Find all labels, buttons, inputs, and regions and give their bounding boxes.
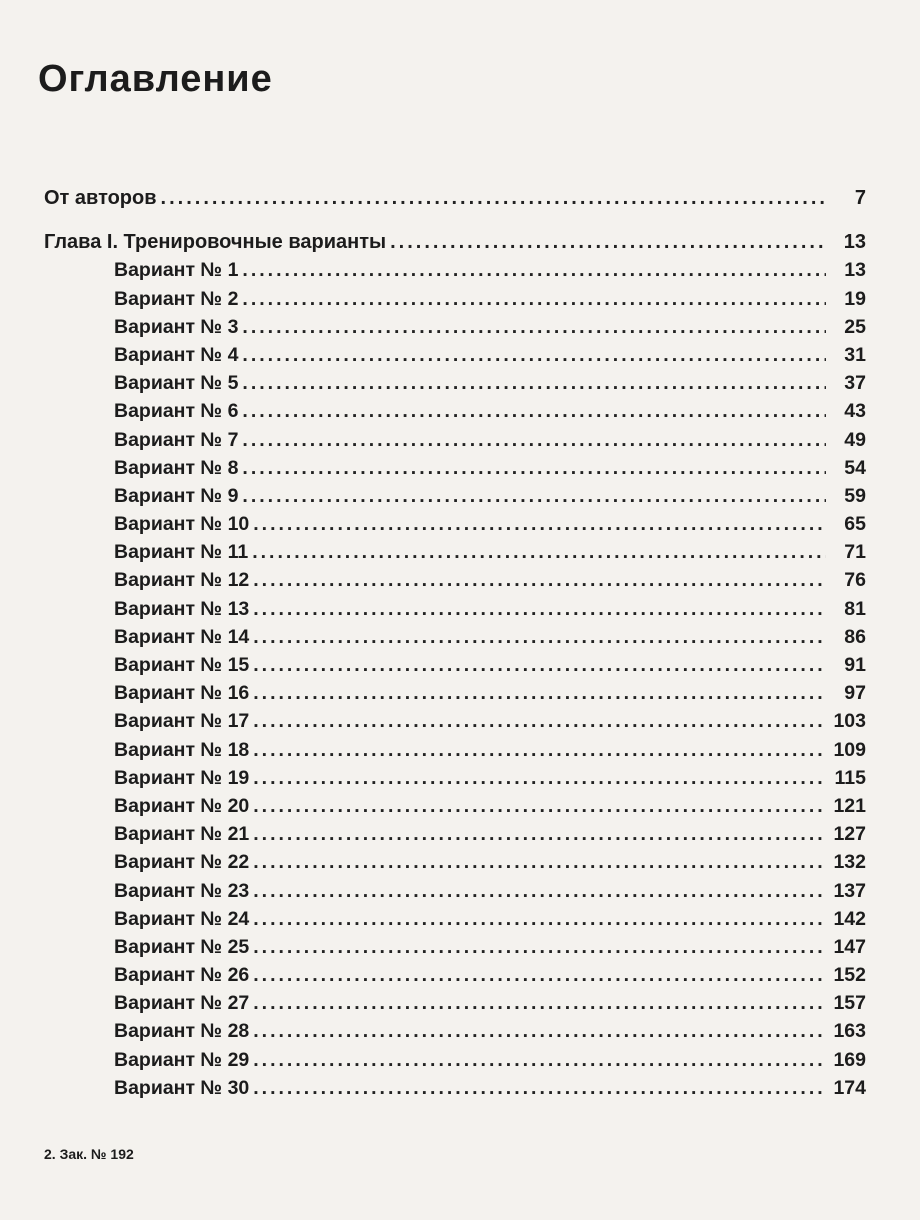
toc-entry-page: 174	[833, 1076, 866, 1099]
dot-leader	[253, 566, 826, 594]
toc-entry	[44, 707, 866, 735]
dot-leader	[253, 905, 826, 933]
toc-list	[44, 184, 866, 1102]
toc-entry-page: 163	[833, 1020, 866, 1043]
dot-leader	[253, 651, 826, 679]
toc-entry-label: Вариант № 5	[114, 372, 239, 395]
dot-leader	[253, 707, 826, 735]
toc-entry-label: Вариант № 20	[114, 794, 250, 817]
toc-entry-label: Вариант № 9	[114, 484, 239, 507]
toc-entry-page: 109	[833, 738, 866, 761]
dot-leader	[390, 228, 826, 256]
toc-entry	[44, 566, 866, 594]
dot-leader	[253, 792, 826, 820]
toc-entry-page: 121	[833, 794, 866, 817]
toc-entry-page: 43	[844, 400, 866, 423]
toc-entry-label: Вариант № 4	[114, 343, 239, 366]
toc-entry-page: 76	[844, 569, 866, 592]
toc-entry-page: 137	[833, 879, 866, 902]
toc-section-entry	[44, 184, 866, 212]
dot-leader	[253, 736, 826, 764]
toc-entry-label: Вариант № 21	[114, 823, 250, 846]
dot-leader	[253, 679, 826, 707]
toc-entry-page: 54	[844, 456, 866, 479]
dot-leader	[161, 184, 826, 212]
dot-leader	[253, 989, 826, 1017]
toc-entry-page: 13	[844, 259, 866, 282]
toc-entry	[44, 623, 866, 651]
toc-entry-label: Вариант № 10	[114, 513, 250, 536]
toc-entry	[44, 792, 866, 820]
toc-entry-label: Вариант № 2	[114, 287, 239, 310]
toc-entry-page: 91	[844, 654, 866, 676]
toc-entry	[44, 538, 866, 566]
dot-leader	[242, 454, 826, 482]
toc-entry-label: Вариант № 25	[114, 935, 250, 958]
toc-entry-page: 103	[833, 710, 866, 733]
toc-entry-label: Глава I. Тренировочные варианты	[44, 231, 387, 254]
dot-leader	[253, 1017, 826, 1045]
toc-entry	[44, 369, 866, 397]
toc-entry	[44, 313, 866, 341]
toc-entry-label: Вариант № 6	[114, 400, 239, 423]
toc-entry-label: Вариант № 13	[114, 597, 250, 620]
toc-entry-page: 7	[854, 187, 866, 209]
dot-leader	[242, 426, 826, 454]
toc-entry-label: Вариант № 16	[114, 682, 250, 705]
dot-leader	[253, 877, 826, 905]
toc-entry-page: 115	[834, 766, 866, 789]
toc-entry-page: 59	[844, 484, 866, 507]
toc-entry-page: 147	[833, 935, 866, 958]
dot-leader	[253, 848, 826, 876]
toc-entry-label: Вариант № 11	[114, 541, 249, 564]
toc-entry	[44, 820, 866, 848]
toc-entry-page: 31	[844, 343, 866, 366]
toc-entry-page: 65	[844, 513, 866, 536]
toc-entry	[44, 482, 866, 510]
dot-leader	[253, 623, 826, 651]
toc-entry-page: 19	[844, 287, 866, 310]
toc-entry	[44, 736, 866, 764]
toc-entry-label: Вариант № 18	[114, 738, 250, 761]
dot-leader	[253, 933, 826, 961]
toc-entry	[44, 1017, 866, 1045]
toc-entry-page: 49	[844, 428, 866, 451]
toc-entry-page: 142	[833, 907, 866, 930]
toc-entry-page: 81	[844, 597, 866, 620]
dot-leader	[242, 397, 826, 425]
toc-entry	[44, 764, 866, 792]
toc-entry	[44, 285, 866, 313]
dot-leader	[242, 313, 826, 341]
dot-leader	[242, 482, 826, 510]
toc-entry-label: Вариант № 15	[114, 654, 250, 676]
dot-leader	[242, 285, 826, 313]
toc-entry-label: Вариант № 1	[114, 259, 239, 282]
toc-entry	[44, 397, 866, 425]
toc-entry	[44, 989, 866, 1017]
toc-entry-label: Вариант № 22	[114, 851, 250, 874]
dot-leader	[242, 369, 826, 397]
toc-entry	[44, 651, 866, 679]
footer-order-number: 2. Зак. № 192	[44, 1146, 134, 1162]
dot-leader	[252, 538, 826, 566]
toc-entry-label: Вариант № 14	[114, 625, 250, 648]
toc-entry-label: Вариант № 8	[114, 456, 239, 479]
toc-entry-page: 132	[833, 851, 866, 874]
toc-entry-page: 86	[844, 625, 866, 648]
toc-entry	[44, 905, 866, 933]
toc-entry	[44, 848, 866, 876]
toc-entry	[44, 341, 866, 369]
dot-leader	[253, 595, 826, 623]
toc-entry	[44, 256, 866, 284]
toc-entry-label: Вариант № 26	[114, 964, 250, 987]
toc-entry	[44, 679, 866, 707]
dot-leader	[253, 961, 826, 989]
toc-entry-label: Вариант № 28	[114, 1020, 250, 1043]
toc-entry-label: Вариант № 27	[114, 992, 250, 1015]
toc-entry-page: 25	[844, 315, 866, 338]
toc-entry-page: 71	[844, 541, 866, 564]
toc-entry-label: Вариант № 29	[114, 1048, 250, 1071]
toc-entry-label: Вариант № 23	[114, 879, 250, 902]
toc-entry-page: 157	[833, 992, 866, 1015]
dot-leader	[242, 341, 826, 369]
toc-entry	[44, 595, 866, 623]
toc-entry	[44, 933, 866, 961]
toc-entry	[44, 877, 866, 905]
toc-section-entry	[44, 228, 866, 256]
toc-entry-label: Вариант № 19	[114, 766, 250, 789]
toc-entry-label: Вариант № 17	[114, 710, 250, 733]
toc-entry	[44, 426, 866, 454]
toc-entry-label: От авторов	[44, 187, 157, 209]
toc-entry	[44, 1046, 866, 1074]
page-title: Оглавление	[38, 58, 273, 100]
dot-leader	[253, 1074, 826, 1102]
toc-entry-page: 97	[844, 682, 866, 705]
dot-leader	[242, 256, 826, 284]
dot-leader	[253, 510, 826, 538]
toc-entry	[44, 961, 866, 989]
toc-entry-label: Вариант № 30	[114, 1076, 250, 1099]
toc-entry-label: Вариант № 7	[114, 428, 239, 451]
toc-entry-page: 169	[833, 1048, 866, 1071]
toc-entry	[44, 1074, 866, 1102]
dot-leader	[253, 764, 826, 792]
toc-entry-page: 37	[844, 372, 866, 395]
toc-entry-page: 13	[843, 231, 866, 254]
toc-entry-label: Вариант № 12	[114, 569, 250, 592]
toc-entry	[44, 454, 866, 482]
dot-leader	[253, 1046, 826, 1074]
toc-entry-page: 152	[833, 964, 866, 987]
toc-entry-page: 127	[833, 823, 866, 846]
toc-entry-label: Вариант № 24	[114, 907, 250, 930]
toc-entry	[44, 510, 866, 538]
toc-entry-label: Вариант № 3	[114, 315, 239, 338]
dot-leader	[253, 820, 826, 848]
